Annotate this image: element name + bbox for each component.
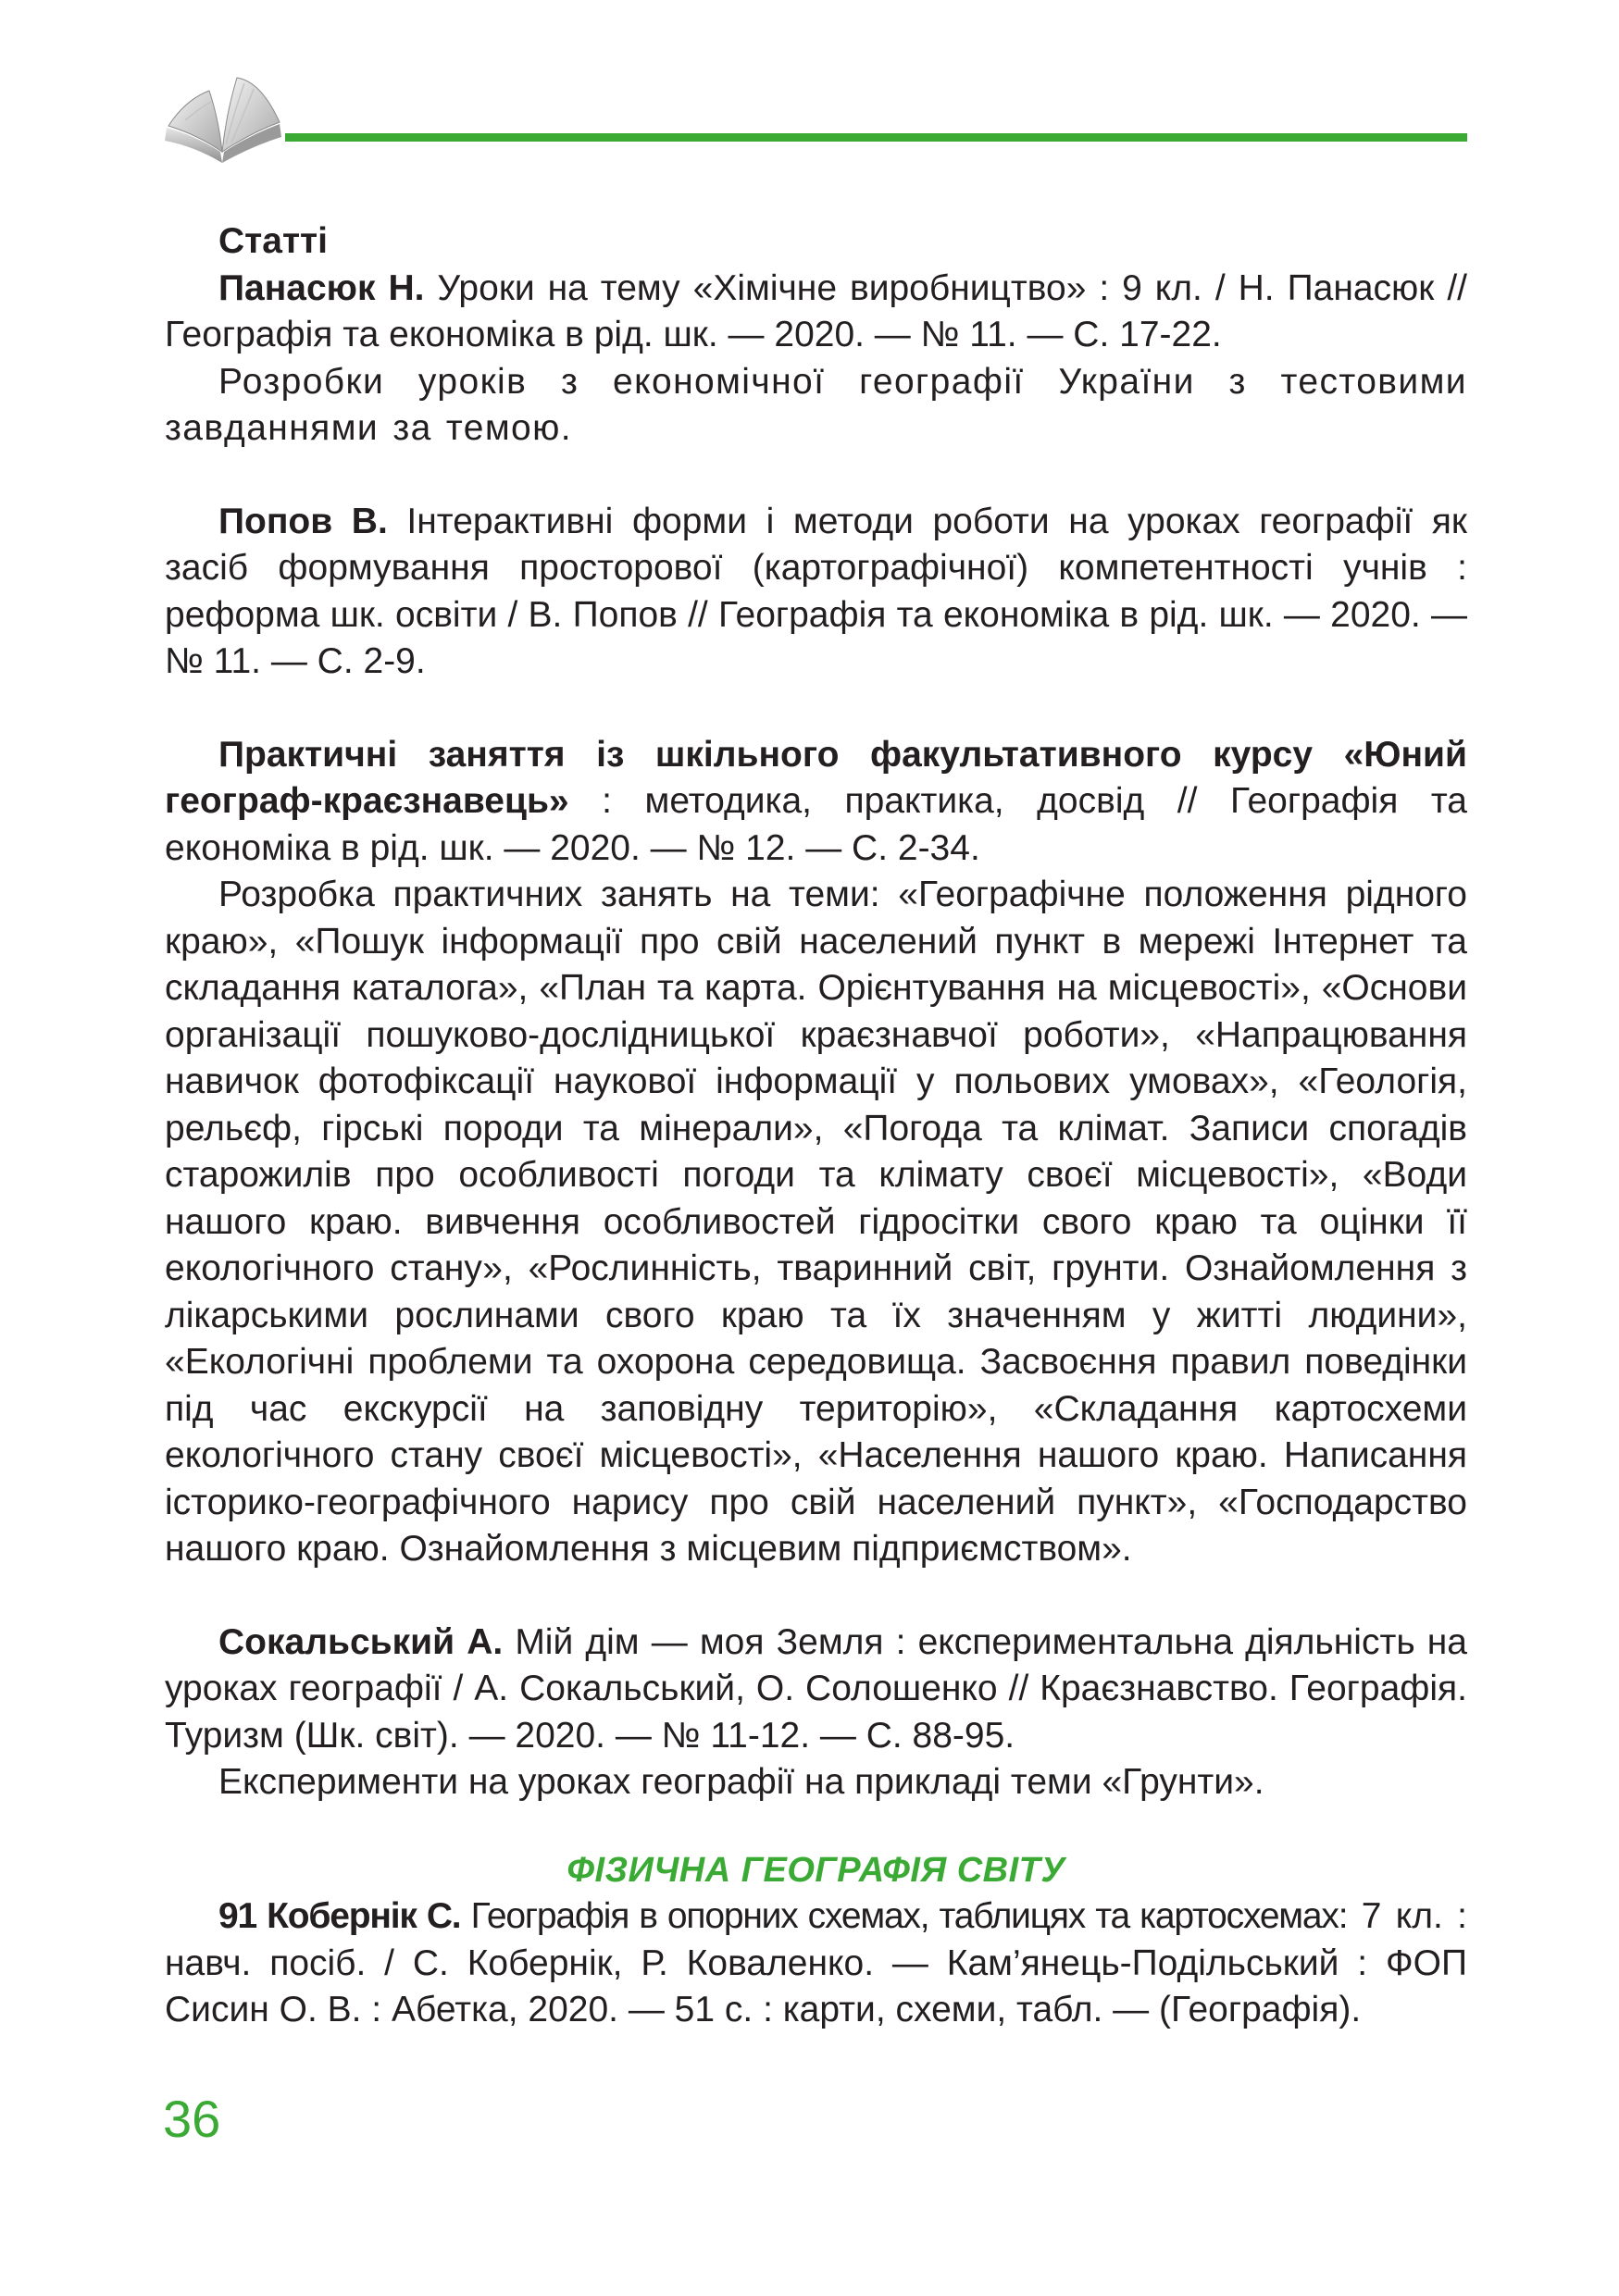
- book-udc: 91: [218, 1896, 256, 1936]
- entry-title: Практичні заняття із шкільного факультативного курсу «Юний географ-краєзнавець»: [165, 734, 1467, 821]
- entry-citation: : методика, практика, досвід // Географія та економіка в рід. шк. — 2020. — № 12. — С. 2-34.: [165, 781, 1467, 868]
- entry-citation: Уроки на тему «Хімічне виробництво» : 9 кл. / Н. Панасюк // Географія та економіка в рід. шк. — 2020. — № 11. — С. 17-22.: [165, 267, 1467, 354]
- book-title: Географія в опорних схемах, таблицях та картосхемах:: [460, 1896, 1348, 1936]
- book-entry: [165, 1893, 1467, 2034]
- entry-panasiuk: [165, 266, 1467, 359]
- open-book-icon: [157, 63, 287, 165]
- section-heading: Статті: [218, 221, 328, 261]
- page-number: 36: [163, 2090, 221, 2148]
- header-rule: [285, 133, 1467, 142]
- entry-author: Сокальський А.: [218, 1621, 504, 1662]
- entry-annotation: Розробка практичних занять на теми: «Географічне положення рідного краю», «Пошук інформації про свій населений пункт в мережі Інтернет та складання каталога», «План та карта. Орієнтування на місцевості», «Основи організації пошуково-дослідницької краєзнавчої роботи», «Напрацювання навичок фотофіксації наукової інформації у польових умовах», «Геологія, рельєф, гірські породи та мінерали», «Погода та клімат. Записи спогадів старожилів про особливості погоди та клімату своєї місцевості», «Води нашого краю. вивчення особливостей гідросітки свого краю та оцінки її екологічного стану», «Рослинність, тваринний світ, грунти. Ознайомлення з лікарськими рослинами свого краю та їх значенням у житті людини», «Екологічні проблеми та охорона середовища. Засвоєння правил поведінки під час екскурсії на заповідну територію», «Складання картосхеми екологічного стану своєї місцевості», «Населення нашого краю. Написання історико-географічного нарису про свій населений пункт», «Господарство нашого краю. Ознайомлення з місцевим підприємством».: [165, 875, 1467, 1569]
- entry-popov: [165, 499, 1467, 686]
- entry-citation: Мій дім — моя Земля : експериментальна діяльність на уроках географії / А. Сокальський, О. Солошенко // Краєзнавство. Географія. Туризм (Шк. світ). — 2020. — № 11-12. — С. 88-95.: [165, 1621, 1467, 1756]
- section-title: ФІЗИЧНА ГЕОГРАФІЯ СВІТУ: [567, 1850, 1065, 1890]
- entry-annotation: Розробки уроків з економічної географії України з тестовими завданнями за темою.: [165, 361, 1467, 448]
- entry-author: Попов В.: [218, 501, 388, 541]
- entry-citation: Інтерактивні форми і методи роботи на уроках географії як засіб формування просторової (картографічної) компетентності учнів : реформа шк. освіти / В. Попов // Географія та економіка в рід. шк. — 2020. — № 11. — С. 2-9.: [165, 501, 1467, 681]
- entry-sokalskyi: [165, 1620, 1467, 1760]
- entry-author: Панасюк Н.: [218, 267, 425, 308]
- book-author: Кобернік С.: [267, 1896, 461, 1936]
- entry-practical: [165, 732, 1467, 873]
- entry-annotation: Експерименти на уроках географії на прикладі теми «Грунти».: [218, 1762, 1264, 1802]
- page-content: [165, 218, 1467, 2034]
- book-citation: 7 кл. : навч. посіб. / С. Кобернік, Р. Коваленко. — Кам’янець-Подільський : ФОП Сисин О. В. : Абетка, 2020. — 51 с. : карти, схеми, табл. — (Географія).: [165, 1896, 1467, 2029]
